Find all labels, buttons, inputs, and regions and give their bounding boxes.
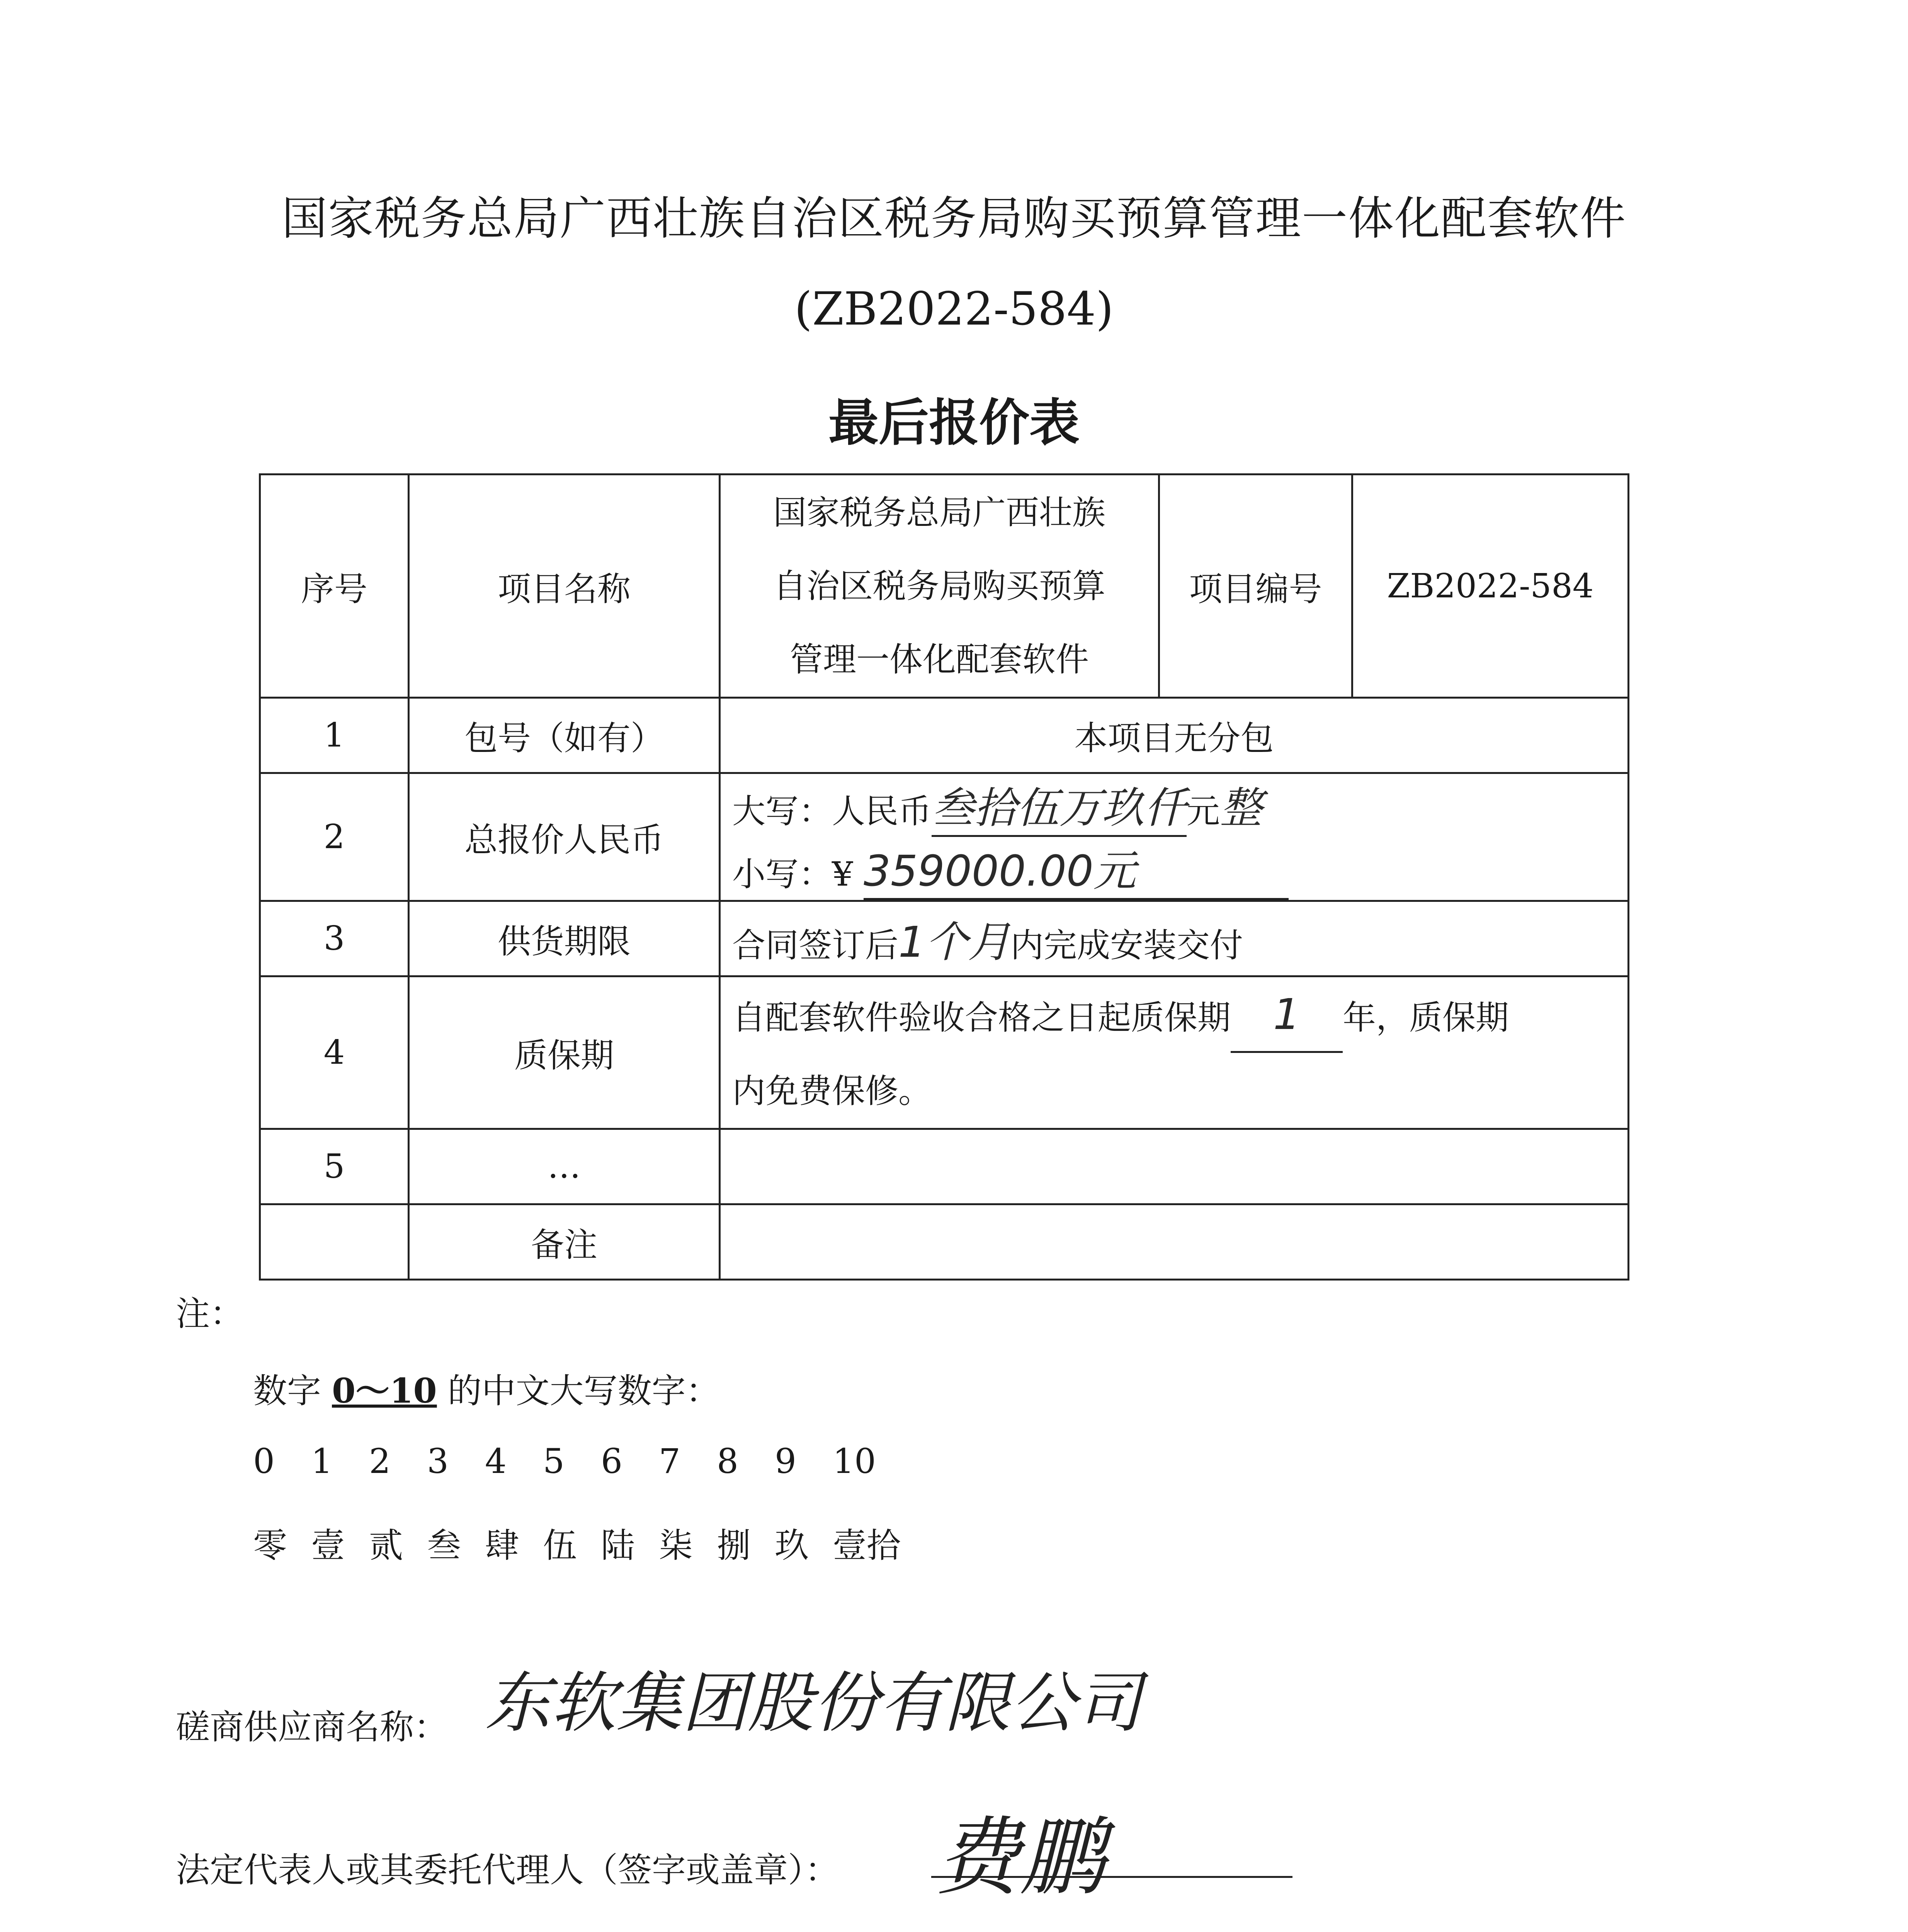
row-label: 供货期限 [409, 901, 720, 976]
table-row [260, 901, 1629, 976]
row-value [720, 1204, 1629, 1280]
row-no: 5 [260, 1129, 409, 1204]
row-no: 2 [260, 773, 409, 901]
digit: 2 [369, 1441, 391, 1481]
digit: 7 [659, 1441, 680, 1481]
table-row [260, 698, 1629, 773]
representative-signature: 费鹏 [935, 1808, 1105, 1907]
representative-label: 法定代表人或其委托代理人（签字或盖章）： [176, 1850, 839, 1890]
delivery-prefix: 合同签订后 [732, 926, 898, 965]
upper-amount-unit: 元 [1187, 792, 1220, 831]
digit: 8 [717, 1441, 738, 1481]
warranty-line2: 内免费保修。 [732, 1071, 932, 1111]
delivery-suffix: 内完成安装交付 [1010, 926, 1243, 965]
project-name-value [720, 474, 1159, 698]
chinese-digit: 柒 [659, 1526, 693, 1565]
arabic-digits-row [253, 1441, 891, 1481]
digits-intro [253, 1364, 720, 1413]
form-title: 最后报价表 [828, 393, 1080, 452]
chinese-digit: 肆 [485, 1526, 519, 1565]
row-no: 3 [260, 901, 409, 976]
digits-intro-prefix: 数字 [253, 1371, 332, 1411]
digit: 1 [311, 1441, 333, 1481]
supplier-name-handwritten: 东软集团股份有限公司 [485, 1665, 1142, 1742]
total-price-value [720, 773, 1629, 901]
table-row [260, 976, 1629, 1129]
upper-amount-label: 大写：人民币 [732, 792, 932, 831]
supplier-label: 磋商供应商名称： [176, 1707, 448, 1747]
digit: 4 [485, 1441, 507, 1481]
digit: 6 [601, 1441, 622, 1481]
project-name-line: 国家税务总局广西壮族 [773, 493, 1105, 532]
chinese-digit: 玖 [775, 1526, 809, 1565]
delivery-period-value [720, 901, 1629, 976]
supplier-row [176, 1700, 448, 1749]
warranty-value [720, 976, 1629, 1129]
warranty-prefix: 自配套软件验收合格之日起质保期 [732, 998, 1231, 1037]
chinese-digit: 壹拾 [833, 1526, 901, 1565]
row-label: 包号（如有） [409, 698, 720, 773]
chinese-digit: 零 [253, 1526, 287, 1565]
project-name-line: 自治区税务局购买预算 [773, 566, 1105, 605]
digits-range: 0～10 [332, 1371, 437, 1411]
digit: 5 [543, 1441, 565, 1481]
digits-intro-suffix: 的中文大写数字： [437, 1371, 720, 1411]
digit: 9 [775, 1441, 796, 1481]
project-code-title: (ZB2022-584) [794, 282, 1114, 335]
row-label: 总报价人民币 [409, 773, 720, 901]
chinese-digit: 陆 [601, 1526, 635, 1565]
chinese-digit: 捌 [717, 1526, 751, 1565]
row-no: 1 [260, 698, 409, 773]
lower-amount-label: 小写：¥ [732, 855, 853, 894]
project-name-line: 管理一体化配套软件 [790, 640, 1089, 679]
row-label: 质保期 [409, 976, 720, 1129]
warranty-suffix: 年，质保期 [1343, 998, 1509, 1037]
chinese-digit: 伍 [543, 1526, 577, 1565]
lower-amount-handwritten: 359000.00元 [864, 837, 1289, 900]
row-label: … [409, 1129, 720, 1204]
digit: 3 [427, 1441, 449, 1481]
delivery-handwritten: 1个月 [898, 917, 1010, 967]
chinese-digits-row [253, 1519, 929, 1567]
chinese-digit: 贰 [369, 1526, 403, 1565]
header-project-name: 项目名称 [409, 474, 720, 698]
header-no: 序号 [260, 474, 409, 698]
project-code-value: ZB2022-584 [1352, 474, 1629, 698]
table-row [260, 773, 1629, 901]
header-project-code: 项目编号 [1159, 474, 1352, 698]
row-value [720, 1129, 1629, 1204]
table-row [260, 1204, 1629, 1280]
digit: 0 [253, 1441, 275, 1481]
upper-amount-handwritten: 叁拾伍万玖仟 [932, 774, 1187, 837]
chinese-digit: 叁 [427, 1526, 461, 1565]
chinese-digit: 壹 [311, 1526, 345, 1565]
row-label: 备注 [409, 1204, 720, 1280]
table-header-row [260, 474, 1629, 698]
table-row [260, 1129, 1629, 1204]
row-no [260, 1204, 409, 1280]
notes-heading: 注： [176, 1294, 244, 1333]
warranty-handwritten: 1 [1231, 978, 1343, 1053]
row-value: 本项目无分包 [720, 698, 1629, 773]
upper-amount-handwritten-suffix: 整 [1220, 783, 1262, 833]
digit: 10 [833, 1441, 876, 1481]
row-no: 4 [260, 976, 409, 1129]
document-title-line1: 国家税务总局广西壮族自治区税务局购买预算管理一体化配套软件 [281, 192, 1626, 245]
quote-table [259, 473, 1629, 1281]
